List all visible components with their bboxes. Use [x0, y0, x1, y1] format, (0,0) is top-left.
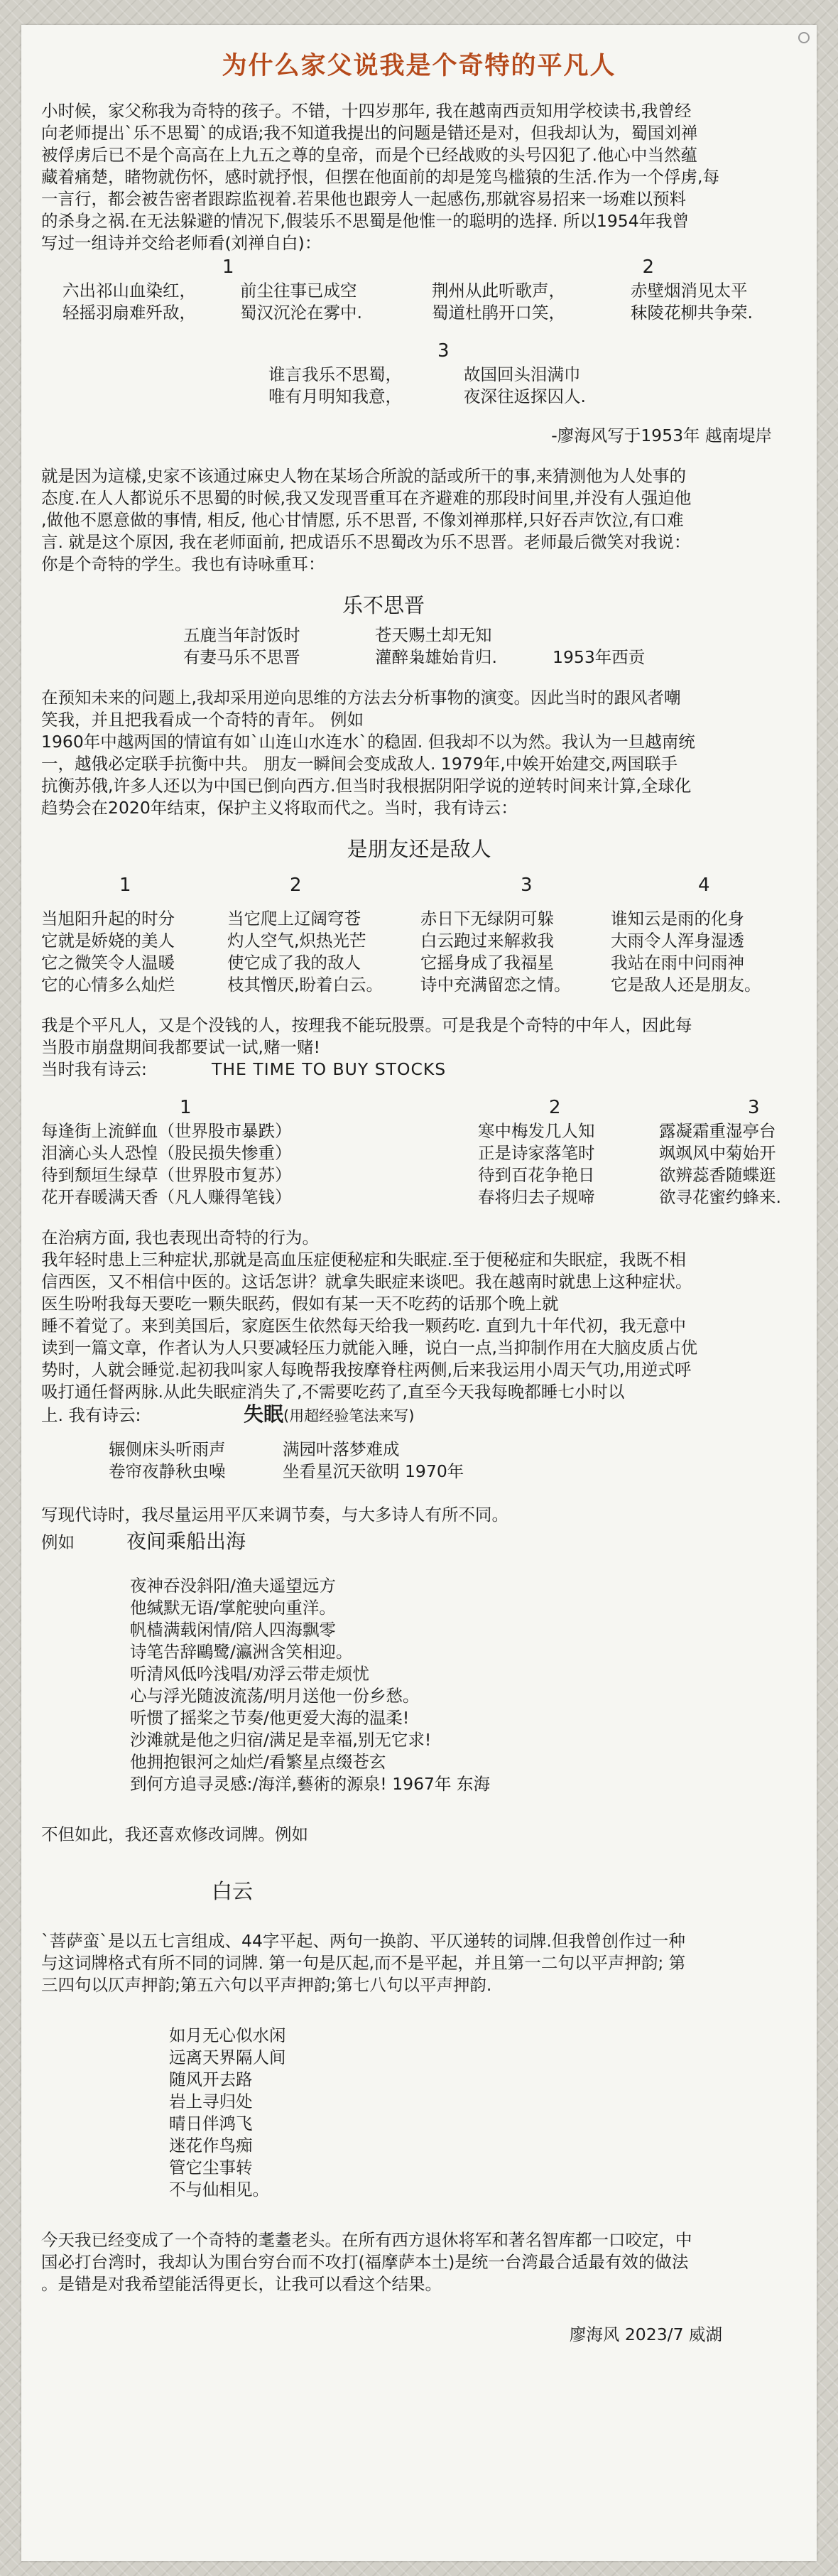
article: 为什么家父说我是个奇特的平凡人 小时候，家父称我为奇特的孩子。不错，十四岁那年, 我在越南西贡知用学校读书,我曾经 向老师提出`乐不思蜀`的成语;我不知道我提出的问题是错还是对，但我却认为，蜀国刘禅 被俘虏后已不是个高高在上九五之尊的皇帝，而是个已经战败的头号囚犯了.他心中当然蕴 藏着痛楚，睹物就伤怀，感时就抒恨，但摆在他面前的却是笼鸟槛猿的生活.作为一个俘虏,每 一言行，都会被告密者跟踪监视着.若果他也跟旁人一起感伤,那就容易招来一场难以预料 的杀身之祸.在无法躲避的情况下,假装乐不思蜀是他惟一的聪明的选择. 所以1954年我曾 写过一组诗并交给老师看(刘禅自白)： 1 2 六出祁山血染红， 前尘往事已成空 荆州从此听歌声， 赤壁烟消见太平 轻摇羽扇难歼敌， 蜀汉沉沦在雾中. 蜀道杜鹃开口笑， 秣陵花柳共争荣. 3 谁言我乐不思蜀， 故国回头泪满巾 唯有月明知我意， 夜深往返探囚人. -廖海风写于1953年 越南堤岸 就是因为這樣,史家不该通过麻史人物在某场合所說的話或所干的事,来猜测他为人处事的 态度.在人人都说乐不思蜀的时候,我又发现晋重耳在齐避难的那段时间里,并没有人强迫他 ,做他不愿意做的事情, 相反, 他心甘情愿, 乐不思晋, 不像刘禅那样,只好吞声饮泣,有口难 言. 就是这个原因, 我在老师面前, 把成语乐不思蜀改为乐不思晋。老师最后微笑对我说： 你是个奇特的学生。我也有诗咏重耳： 乐不思晋 五鹿当年討饭时 苍天赐土却无知 有妻马乐不思晋 灌醉枭雄始肯归. 1953年西贡 在预知未来的问题上,我却采用逆向思维的方法去分析事物的演变。因此当时的跟风者嘲 笑我，并且把我看成一个奇特的青年。 例如 1960年中越两国的情谊有如`山连山水连水`的稳固. 但我却不以为然。我认为一旦越南统 一，越俄必定联手抗衡中共。 朋友一瞬间会变成敌人. 1979年,中娭开始建交,两国联手 抗衡苏俄,许多人还以为中国已倒向西方.但当时我根据阴阳学说的逆转时间来计算,全球化 趋势会在2020年结束，保护主义将取而代之。当时，我有诗云： 是朋友还是敌人 1 2 3 4 当旭阳升起的时分 当它爬上辽阔穹苍 赤日下无绿阴可躲 谁知云是雨的化身 它就是娇娆的美人 灼人空气,炽热光芒 白云跑过来解救我 大雨令人浑身湿透 它之微笑令人温暖 使它成了我的敌人 它摇身成了我福星 我站在雨中问雨神 它的心情多么灿烂 枝其憎厌,盼着白云。 诗中充满留恋之情。 它是敌人还是朋友。 我是个平凡人，又是个没钱的人，按理我不能玩股票。可是我是个奇特的中年人，因此每 当股市崩盘期间我都要试一试,赌一赌! 当时我有诗云: THE TIME TO BUY STOCKS 1 2 3 每逢街上流鲜血（世界股市暴跌） 寒中梅发几人知 露凝霜重湿亭台 泪滴心头人恐惶（股民损失惨重） 正是诗家落笔时 飒飒风中菊始开 待到颓垣生绿草（世界股市复苏） 待到百花争艳日 欲辨蕊香随蝶逛 花开春暖满天香（凡人赚得笔钱） 春将归去子规啼 欲寻花蜜约蜂来. 在治病方面, 我也表现出奇特的行为。 我年轻时患上三种症状,那就是高血压症便秘症和失眠症.至于便秘症和失眠症，我既不相 信西医，又不相信中医的。这话怎讲？就拿失眠症来谈吧。我在越南时就患上这种症状。 医生吩咐我每天要吃一颗失眠药，假如有某一天不吃药的话那个晚上就 睡不着觉了。来到美国后，家庭医生依然每天给我一颗药吃. 直到九十年代初，我无意中 读到一篇文章，作者认为人只要减轻压力就能入睡，说白一点,当抑制作用在大脑皮质占优 势时，人就会睡觉.起初我叫家人每晚帮我按摩脊柱两侧,后来我运用小周天气功,用逆式呼 吸打通任督两脉.从此失眠症消失了,不需要吃药了,直至今天我每晚都睡七小时以 上. 我有诗云: 失眠 (用超经验笔法来写) 辗侧床头听雨声 满园叶落梦难成 卷帘夜静秋虫噪 坐看星沉天欲明 1970年 写现代诗时，我尽量运用平仄来调节奏，与大多诗人有所不同。 例如 夜间乘船出海 夜神吞没斜阳/渔夫遥望远方 他缄默无语/掌舵驶向重洋。 帆樯满载闲情/陪人四海飘零 诗笔告辞鷗鹭/瀛洲含笑相迎。 听清风低吟浅唱/劝浮云带走烦忧 心与浮光随波流荡/明月送他一份乡愁。 听惯了摇桨之节奏/他更爱大海的温柔! 沙滩就是他之归宿/满足是幸福,别无它求! 他拥抱银河之灿烂/看繁星点缀苍玄 到何方追寻灵感:/海洋,藝術的源泉! 1967年 东海 不但如此，我还喜欢修改词牌。例如 白云 `菩萨蛮`是以五七言组成、44字平起、两句一换韵、平仄递转的词牌.但我曾创作过一种 与这词牌格式有所不同的词牌. 第一句是仄起,而不是平起，并且第一二句以平声押韵; 第 三四句以仄声押韵;第五六句以平声押韵;第七八句以平声押韵. 如月无心似水闲 远离天界隔人间 随风开去路 岩上寻归处 晴日伴鸿飞 迷花作鸟痴 管它尘事转 不与仙相见。 今天我已经变成了一个奇特的耄耋老头。在所有西方退休将军和著名智库都一口咬定，中 国必打台湾时，我却认为围台穷台而不攻打(福摩萨本土)是统一台湾最合适最有效的做法 。是错是对我希望能活得更长，让我可以看这个结果。 廖海风 2023/7 威湖	[21, 25, 817, 2561]
poem-friend-or-enemy: 是朋友还是敌人 1 2 3 4 当旭阳升起的时分 当它爬上辽阔穹苍 赤日下无绿阴可躲 谁知云是雨的化身 它就是娇娆的美人 灼人空气,炽热光芒 白云跑过来解救我 大雨令人浑身湿透 它之微笑令人温暖 使它成了我的敌人 它摇身成了我福星 我站在雨中问雨神 它的心情多么灿烂 枝其憎厌,盼着白云。 诗中充满留恋之情。 它是敌人还是朋友。	[41, 833, 797, 996]
poem-signature: -廖海风写于1953年 越南堤岸	[551, 426, 772, 445]
poem-night-sailing: 夜神吞没斜阳/渔夫遥望远方 他缄默无语/掌舵驶向重洋。 帆樯满载闲情/陪人四海飘零 诗笔告辞鷗鹭/瀛洲含笑相迎。 听清风低吟浅唱/劝浮云带走烦忧 心与浮光随波流荡/明月送他一份乡愁。 听惯了摇桨之节奏/他更爱大海的温柔! 沙滩就是他之归宿/满足是幸福,别无它求! 他拥抱银河之灿烂/看繁星点缀苍玄 到何方追寻灵感:/海洋,藝術的源泉! 1967年 东海	[130, 1576, 490, 1794]
poem-title: 白云	[212, 1879, 254, 1903]
ci-pai-description: `菩萨蛮`是以五七言组成、44字平起、两句一换韵、平仄递转的词牌.但我曾创作过一种 与这词牌格式有所不同的词牌. 第一句是仄起,而不是平起，并且第一二句以平声押韵; 第 三四句以仄声押韵;第五六句以平声押韵;第七八句以平声押韵.	[41, 1931, 686, 1995]
poem-number: 2	[642, 256, 655, 278]
paragraph-prediction: 在预知未来的问题上,我却采用逆向思维的方法去分析事物的演变。因此当时的跟风者嘲 笑我，并且把我看成一个奇特的青年。 例如 1960年中越两国的情谊有如`山连山水连水`的稳固. 但我却不以为然。我认为一旦越南统 一，越俄必定联手抗衡中共。 朋友一瞬间会变成敌人. 1979年,中娭开始建交,两国联手 抗衡苏俄,许多人还以为中国已倒向西方.但当时我根据阴阳学说的逆转时间来计算,全球化 趋势会在2020年结束，保护主义将取而代之。当时，我有诗云：	[41, 688, 695, 818]
poem-buy-stocks: 1 2 3 每逢街上流鲜血（世界股市暴跌） 寒中梅发几人知 露凝霜重湿亭台 泪滴心头人恐惶（股民损失惨重） 正是诗家落笔时 飒飒风中菊始开 待到颓垣生绿草（世界股市复苏） 待到百花争艳日 欲辨蕊香随蝶逛 花开春暖满天香（凡人赚得笔钱） 春将归去子规啼 欲寻花蜜约蜂来.	[41, 1097, 781, 1207]
poem-title: 失眠	[244, 1402, 284, 1426]
poem-title: 夜间乘船出海	[126, 1530, 246, 1553]
paragraph-insomnia: 在治病方面, 我也表现出奇特的行为。 我年轻时患上三种症状,那就是高血压症便秘症和失眠症.至于便秘症和失眠症，我既不相 信西医，又不相信中医的。这话怎讲？就拿失眠症来谈吧。我在越南时就患上这种症状。 医生吩咐我每天要吃一颗失眠药，假如有某一天不吃药的话那个晚上就 睡不着觉了。来到美国后，家庭医生依然每天给我一颗药吃. 直到九十年代初，我无意中 读到一篇文章，作者认为人只要减轻压力就能入睡，说白一点,当抑制作用在大脑皮质占优 势时，人就会睡觉.起初我叫家人每晚帮我按摩脊柱两侧,后来我运用小周天气功,用逆式呼 吸打通任督两脉.从此失眠症消失了,不需要吃药了,直至今天我每晚都睡七小时以 上. 我有诗云: 失眠 (用超经验笔法来写)	[41, 1228, 697, 1426]
poem-liu-shan: 1 2 六出祁山血染红， 前尘往事已成空 荆州从此听歌声， 赤壁烟消见太平 轻摇羽扇难歼敌， 蜀汉沉沦在雾中. 蜀道杜鹃开口笑， 秣陵花柳共争荣. 3 谁言我乐不思蜀， 故国回头泪满巾 唯有月明知我意， 夜深往返探囚人. -廖海风写于1953年 越南堤岸	[41, 254, 797, 447]
poem-title: 是朋友还是敌人	[347, 837, 491, 861]
poem-number: 1	[222, 256, 234, 278]
poem-title: 乐不思晋	[342, 593, 425, 617]
poem-title: THE TIME TO BUY STOCKS	[212, 1059, 447, 1079]
poem-number: 3	[437, 340, 450, 362]
intro-paragraph: 小时候，家父称我为奇特的孩子。不错，十四岁那年, 我在越南西贡知用学校读书,我曾经 向老师提出`乐不思蜀`的成语;我不知道我提出的问题是错还是对，但我却认为，蜀国刘禅 被俘虏后已不是个高高在上九五之尊的皇帝，而是个已经战败的头号囚犯了.他心中当然蕴 藏着痛楚，睹物就伤怀，感时就抒恨，但摆在他面前的却是笼鸟槛猿的生活.作为一个俘虏,每 一言行，都会被告密者跟踪监视着.若果他也跟旁人一起感伤,那就容易招来一场难以预料 的杀身之祸.在无法躲避的情况下,假装乐不思蜀是他惟一的聪明的选择. 所以1954年我曾 写过一组诗并交给老师看(刘禅自白)：	[41, 101, 719, 253]
author-signature: 廖海风 2023/7 威湖	[569, 2325, 722, 2344]
paragraph-stocks: 我是个平凡人，又是个没钱的人，按理我不能玩股票。可是我是个奇特的中年人，因此每 当股市崩盘期间我都要试一试,赌一赌! 当时我有诗云: THE TIME TO BUY STOCKS	[41, 1015, 692, 1079]
paragraph-chong-er: 就是因为這樣,史家不该通过麻史人物在某场合所說的話或所干的事,来猜测他为人处事的 态度.在人人都说乐不思蜀的时候,我又发现晋重耳在齐避难的那段时间里,并没有人强迫他 ,做他不愿意做的事情, 相反, 他心甘情愿, 乐不思晋, 不像刘禅那样,只好吞声饮泣,有口难 言. 就是这个原因, 我在老师面前, 把成语乐不思蜀改为乐不思晋。老师最后微笑对我说： 你是个奇特的学生。我也有诗咏重耳：	[41, 466, 692, 574]
poem-le-bu-si-jin: 乐不思晋 五鹿当年討饭时 苍天赐土却无知 有妻马乐不思晋 灌醉枭雄始肯归. 1953年西贡	[41, 590, 797, 669]
paragraph-ci-pai: 不但如此，我还喜欢修改词牌。例如	[41, 1824, 308, 1844]
paragraph-modern-poetry: 写现代诗时，我尽量运用平仄来调节奏，与大多诗人有所不同。	[41, 1505, 508, 1525]
close-icon[interactable]	[798, 32, 810, 43]
article-title: 为什么家父说我是个奇特的平凡人	[222, 52, 616, 80]
poem-white-cloud: 如月无心似水闲 远离天界隔人间 随风开去路 岩上寻归处 晴日伴鸿飞 迷花作鸟痴 管它尘事转 不与仙相见。	[169, 2025, 286, 2199]
paragraph-conclusion: 今天我已经变成了一个奇特的耄耋老头。在所有西方退休将军和著名智库都一口咬定，中 国必打台湾时，我却认为围台穷台而不攻打(福摩萨本土)是统一台湾最合适最有效的做法 。是错是对我希望能活得更长，让我可以看这个结果。	[41, 2230, 692, 2294]
poem-insomnia: 辗侧床头听雨声 满园叶落梦难成 卷帘夜静秋虫噪 坐看星沉天欲明 1970年	[109, 1439, 464, 1481]
